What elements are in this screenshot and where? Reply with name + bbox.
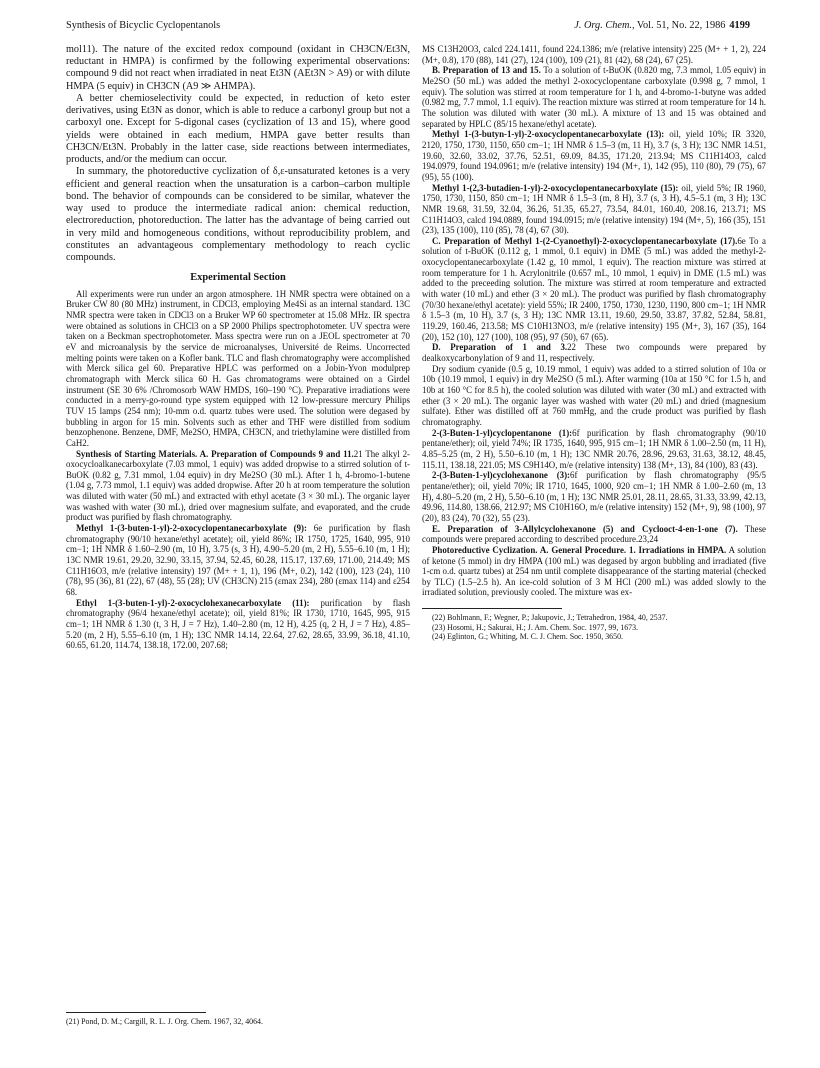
compound-entry <box>422 428 766 471</box>
procedure-text: 6e To a solution of t-BuOK (0.112 g, 1 mmol, 0.1 equiv) in DME (5 mL) was added the methyl-2-oxocyclopentanecarboxylate (1.42 g, 10 mmol, 1 equiv). The reaction mixture was stirred at room temperature for 1 h. Acrylonitrile (0.657 mL, 10 mmol, 1 equiv) in DME (1.5 mL) was added to the preceeding solution. The mixture was stirred at room temperature and extracted with water (10 mL) and ether (3 × 20 mL). The product was purified by flash chromatography (70/30 hexane/ethyl acetate): yield 55%; IR 2400, 1750, 1730, 1230, 1190, 800 cm−1; 1H NMR δ 1.5–3 (m, 10 H), 3.7 (s, 3 H); 13C NMR 13.11, 19.60, 29.50, 33.87, 37.82, 52.84, 58.81, 119.29, 160.46, 213.58; MS C10H13NO3, m/e (relative intensity) 195 (M+, 3), 167 (35), 164 (20), 152 (10), 127 (100), 108 (95), 97 (50), 67 (65). <box>422 235 766 342</box>
left-column <box>66 44 410 1054</box>
compound-entry <box>422 183 766 236</box>
body-paragraph: mol11). The nature of the excited redox compound (oxidant in CH3CN/Et3N, reductant in HMPA) is confirmed by the following experimental observations: compound 9 did not react when irradiated in neat Et3N (AEt3N > A9) or with dilute HMPA (5 equiv) in CH3CN (A9 ≫ AHMPA). <box>66 44 410 92</box>
footnote-rule <box>66 1012 206 1013</box>
footnote: (21) Pond, D. M.; Cargill, R. L. J. Org. Chem. 1967, 32, 4064. <box>66 1017 263 1026</box>
procedure-paragraph <box>422 342 766 363</box>
page-number: 4199 <box>729 20 750 31</box>
compound-name: 2-(3-Buten-1-yl)cyclopentanone (1): <box>432 427 573 438</box>
running-head <box>66 20 750 34</box>
general-methods-paragraph: All experiments were run under an argon atmosphere. 1H NMR spectra were obtained on a Bruker CW 80 (80 MHz) instrument, in CDCl3, employing Me4Si as an internal standard. 13C NMR spectra were taken in CDCl3 on a Bruker WP 60 spectrometer at 15.08 MHz. IR spectra were obtained as solutions in CHCl3 on a SP 2000 Philips spectrophotometer. UV spectra were taken on a Beckman spectrophotometer. Mass spectra were run on a JEOL spectrometer at 70 eV and microanalysis by the service de microanalyses, Université de Reims. Uncorrected melting points were taken on a Kofler bank. TLC and flash chromatography were accomplished with Merck silica gel 60. Preparative HPLC was performed on a Jobin-Yvon modulprep chromatograph with Merck silica 60 H. Gas chromatograms were obtained on a Girdel instrument (SE 30 6% /Chromosorb WAW HMDS, 160–190 °C). Preparative irradiations were conducted in a merry-go-round type system equipped with 12 low-pressure mercury Philips TUV 15 lamps (254 nm); 10-mm o.d. quartz tubes were used. The solution were degased by bubbling in argon for 15 min. Solvents such as ether and THF were distilled from sodium benzophenone. Benzene, DMF, Me2SO, HMPA, CH3CN, and triethylamine were distilled from CaH2. <box>66 288 410 448</box>
footnote: (24) Eglinton, G.; Whiting, M. C. J. Chem. Soc. 1950, 3650. <box>432 632 623 642</box>
subsection-heading: E. Preparation of 3-Allylcyclohexanone (5) and Cyclooct-4-en-1-one (7). <box>432 523 738 534</box>
journal-volume: Vol. 51, No. 22, 1986 <box>636 20 726 31</box>
footnote: (23) Hosomi, H.; Sakurai, H.; J. Am. Chem. Soc. 1977, 99, 1673. <box>432 622 639 632</box>
compound-name: Methyl 1-(3-butyn-1-yl)-2-oxocyclopentanecarboxylate (13): <box>432 129 665 140</box>
compound-entry <box>66 598 410 651</box>
procedure-paragraph: Dry sodium cyanide (0.5 g, 10.19 mmol, 1 equiv) was added to a stirred solution of 10a or 10b (10.19 mmol, 1 equiv) in dry Me2SO (5 mL). After warming (10a at 150 °C for 1.5 h, and 10b at 160 °C for 8.5 h), the cooled solution was diluted with water (30 mL) and extracted with ether (3 × 20 mL). The organic layer was washed with water (20 mL) and dried (magnesium sulfate). Ether was distilled off at 760 mmHg, and the crude product was purified by flash chromatography. <box>422 363 766 427</box>
procedure-paragraph <box>422 524 766 545</box>
subsection-heading: Synthesis of Starting Materials. A. Preparation of Compounds 9 and 11. <box>76 448 354 459</box>
compound-name: Methyl 1-(2,3-butadien-1-yl)-2-oxocyclopentanecarboxylate (15): <box>432 182 679 193</box>
procedure-paragraph <box>422 236 766 343</box>
journal-citation <box>574 20 750 31</box>
compound-entry <box>422 470 766 523</box>
right-footnotes <box>422 608 766 642</box>
compound-name: Ethyl 1-(3-buten-1-yl)-2-oxocyclohexanecarboxylate (11): <box>76 597 310 608</box>
procedure-text: A solution of ketone (5 mmol) in dry HMPA (100 mL) was degased by argon bubbling and irradiated (five 1-cm o.d. quartz tubes) at 254 nm until complete disappearance of the starting material (checked by TLC) (1.5–2.5 h). An ice-cold solution of 3 M HCl (200 mL) was added slowly to the irradiated solution, previously cooled. The mixture was ex- <box>422 544 766 598</box>
left-footnotes <box>66 1012 410 1027</box>
procedure-text: These compounds were prepared according to described procedure.23,24 <box>422 523 766 545</box>
running-title: Synthesis of Bicyclic Cyclopentanols <box>66 20 221 31</box>
footnote: (22) Bohlmann, F.; Wegner, P.; Jakupovic, J.; Tetrahedron, 1984, 40, 2537. <box>432 613 668 623</box>
compound-data: 6f purification by flash chromatography (90/10 pentane/ether); oil, yield 74%; IR 1735, 1640, 995, 915 cm−1; 1H NMR δ 1.00–2.50 (m, 11 H), 4.85–5.25 (m, 2 H), 5.50–6.10 (m, 1 H); 13C NMR 20.76, 28.96, 29.63, 31.63, 38.12, 48.45, 115.11, 138.18, 221.05; MS C9H14O, m/e (relative intensity) 138 (M+, 13), 84 (100), 83 (43). <box>422 427 766 470</box>
compound-name: Methyl 1-(3-buten-1-yl)-2-oxocyclopentanecarboxylate (9): <box>76 523 307 534</box>
footnote-rule <box>422 608 562 609</box>
compound-data: oil, yield 10%; IR 3320, 2120, 1750, 1730, 1150, 650 cm−1; 1H NMR δ 1.5–3 (m, 11 H), 3.7 (s, 3 H); 13C NMR 14.51, 19.60, 32.60, 33.02, 37.76, 52.51, 69.09, 84.35, 171.20, 213.94; MS C11H14O3, calcd 194.0979, found 194.0961; m/e (relative intensity) 194 (M+, 1), 142 (95), 110 (80), 79 (75), 67 (95), 55 (100). <box>422 129 766 182</box>
procedure-text: To a solution of t-BuOK (0.820 mg, 7.3 mmol, 1.05 equiv) in Me2SO (50 mL) was added the methyl 2-oxocyclopentane carboxylate (0.998 g, 7 mmol, 1 equiv). The solution was stirred at room temperature for 1 h, and 4-bromo-1-butyne was added (0.982 mg, 7.7 mmol, 1.1 equiv). The reaction mixture was stirred at room temperature for 14 h. The solution was diluted with water (30 mL). A mixture of 13 and 15 was obtained and separated by HPLC (85/15 hexane/ethyl acetate). <box>422 65 766 129</box>
compound-data: oil, yield 5%; IR 1960, 1750, 1730, 1150, 850 cm−1; 1H NMR δ 1.5–3 (m, 8 H), 3.7 (s, 3 H), 4.5–5.1 (m, 3 H); 13C NMR 19.68, 31.59, 32.04, 36.26, 51.35, 65.27, 73.54, 84.01, 160.40, 208.16, 213.71; MS C11H14O3, calcd 194.0889, found 194.0915; m/e (relative intensity) 194 (M+, 5), 166 (35), 151 (23), 135 (100), 110 (85), 78 (4), 67 (30). <box>422 182 766 236</box>
subsection-heading: Photoreductive Cyclization. A. General Procedure. 1. Irradiations in HMPA. <box>432 544 727 555</box>
synthesis-paragraph <box>66 449 410 524</box>
compound-data: 6e purification by flash chromatography (90/10 hexane/ethyl acetate); oil, yield 86%; IR 1750, 1725, 1640, 995, 910 cm−1; 1H NMR δ 1.60–2.90 (m, 10 H), 3.75 (s, 3 H), 4.90–5.20 (m, 2 H), 5.55–6.10 (m, 1 H); 13C NMR 19.61, 29.20, 32.90, 33.15, 37.94, 52.45, 60.28, 115.17, 137.69, 171.00, 214.49; MS C11H16O3, m/e (relative intensity) 197 (M+ + 1, 1), 196 (M+, 0.2), 142 (100), 123 (24), 110 (78), 95 (36), 81 (22), 67 (48), 55 (28); UV (CH3CN) 215 (εmax 234), 280 (εmax 114) and ε254 68. <box>66 523 410 598</box>
procedure-paragraph <box>422 65 766 129</box>
subsection-heading: B. Preparation of 13 and 15. <box>432 65 541 76</box>
synthesis-text: 21 The alkyl 2-oxocycloalkanecarboxylate (7.03 mmol, 1 equiv) was added dropwise to a stirred solution of t-BuOK (0.82 g, 7.31 mmol, 1.04 equiv) in dry Me2SO (30 mL). After 1 h, 4-bromo-1-butene (1.04 g, 7.73 mmol, 1.1 equiv) was added dropwise. After 20 h at room temperature the solution was diluted with water (50 mL) and extracted with ethyl acetate (3 × 30 mL). The organic layer was washed with water (30 mL), dried over magnesium sulfate, and evaporated, and the crude product was purified by flash chromatography. <box>66 448 410 523</box>
section-heading: Experimental Section <box>190 272 286 284</box>
right-column <box>422 44 766 1054</box>
compound-data: 6f purification by flash chromatography (95/5 pentane/ether); oil, yield 70%; IR 1710, 1645, 1000, 920 cm−1; 1H NMR δ 1.00–2.60 (m, 13 H), 4.80–5.20 (m, 2 H), 5.50–6.10 (m, 1 H); 13C NMR 25.01, 28.11, 28.65, 31.33, 33.99, 42.13, 49.96, 114.80, 138.66, 212.97; MS C10H16O, m/e (relative intensity) 152 (M+, 9), 98 (100), 97 (20), 83 (24), 70 (32), 55 (23). <box>422 470 766 523</box>
compound-entry <box>422 129 766 182</box>
compound-data: MS C13H20O3, calcd 224.1411, found 224.1386; m/e (relative intensity) 225 (M+ + 1, 2), 224 (M+, 0.8), 170 (88), 141 (27), 124 (100), 109 (21), 81 (42), 68 (24), 67 (25). <box>422 44 766 65</box>
subsection-heading: D. Preparation of 1 and 3. <box>432 342 568 353</box>
body-paragraph: A better chemioselectivity could be expected, in reduction of keto ester derivatives, using Et3N as donor, which is able to reduce a carbonyl group but not a carboxyl one. Except for 5-digonal cases (cyclization of 13 and 15), where good yields were obtained in each medium, HMPA gave better results than CH3CN/Et3N. Probably in the latter case, side reactions between intermediates, products, and/or the medium can occur. <box>66 92 410 166</box>
body-paragraph: In summary, the photoreductive cyclization of δ,ε-unsaturated ketones is a very efficient and general reaction when the unsaturation is a carbon–carbon multiple bond. The behavior of compounds can be considered to be similar, whatever the way used to produce the intermediate radical anion: chemical reduction, electroreduction, photoreduction. The latter has the advantage of being carried out in very mild and homogeneous conditions, without reproducibility problem, and constitutes an advantageous complementary methodology to reach cyclic compounds. <box>66 166 410 263</box>
compound-data: purification by flash chromatography (96/4 hexane/ethyl acetate); oil, yield 81%; IR 1730, 1710, 1645, 995, 915 cm−1; 1H NMR δ 1.30 (t, 3 H, J = 7 Hz), 1.40–2.80 (m, 12 H), 4.25 (q, 2 H, J = 7 Hz), 4.85–5.20 (m, 2 H), 5.55–6.10 (m, 1 H); 13C NMR 14.14, 22.64, 27.62, 28.65, 33.99, 36.18, 41.10, 60.65, 61.20, 114.74, 138.18, 172.00, 207.68; <box>66 597 410 651</box>
subsection-heading: C. Preparation of Methyl 1-(2-Cyanoethyl)-2-oxocyclopentanecarboxylate (17). <box>432 235 738 246</box>
compound-name: 2-(3-Buten-1-yl)cyclohexanone (3): <box>432 470 570 481</box>
procedure-text: 22 These two compounds were prepared by dealkoxycarbonylation of 9 and 11, respectively. <box>422 342 766 364</box>
journal-name: J. Org. Chem., <box>574 20 635 31</box>
procedure-paragraph <box>422 545 766 598</box>
compound-entry <box>66 523 410 598</box>
